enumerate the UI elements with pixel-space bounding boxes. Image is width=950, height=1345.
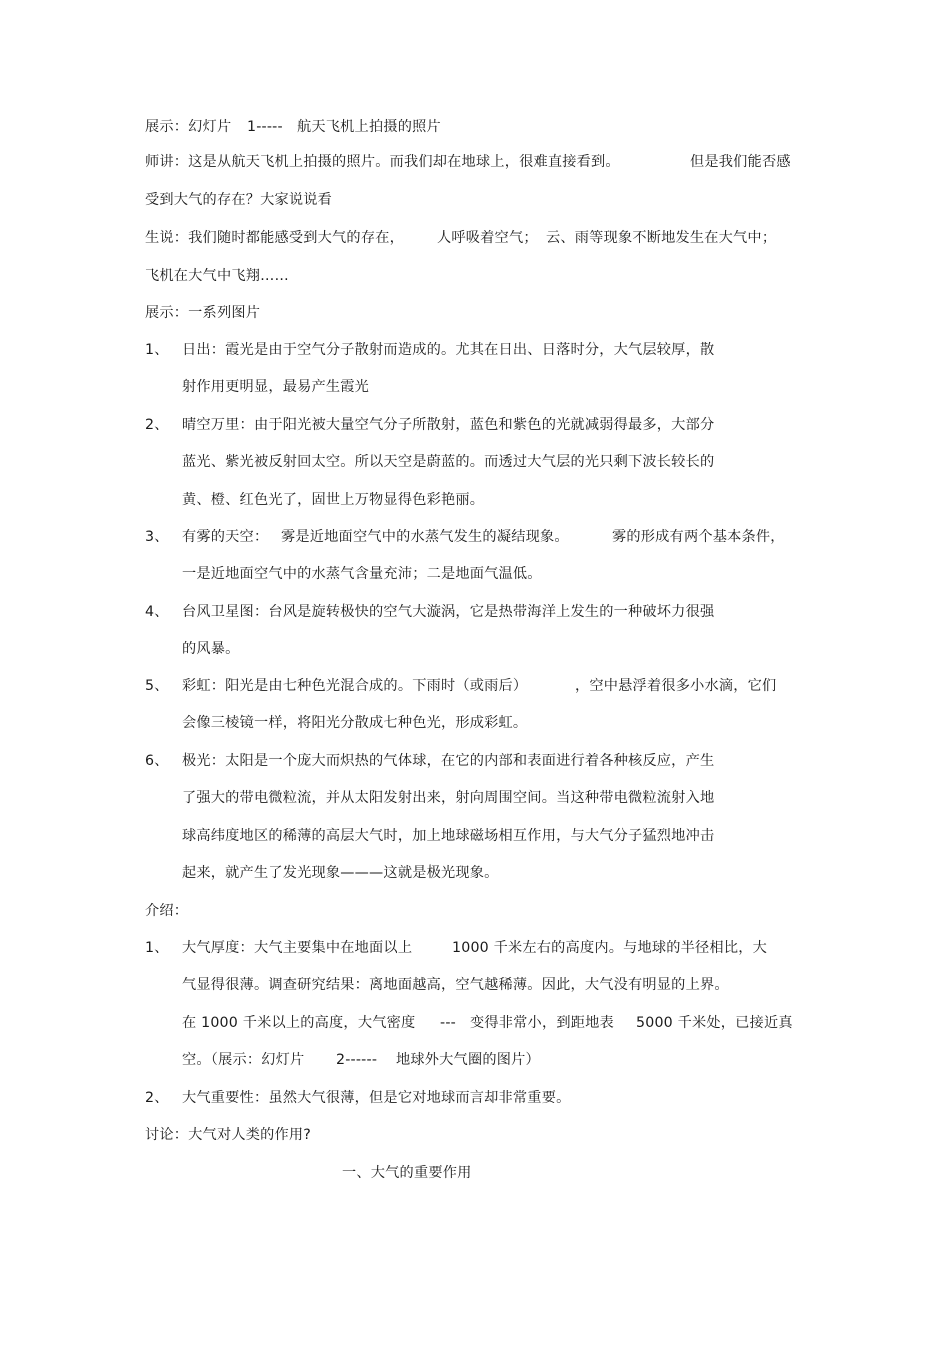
text-segment: 有雾的天空： (182, 529, 269, 545)
text-segment: 展示：幻灯片 (145, 119, 232, 135)
text-segment: 球高纬度地区的稀薄的高层大气时，加上地球磁场相互作用，与大气分子猛烈地冲击 (182, 828, 715, 844)
text-segment: 展示：一系列图片 (145, 305, 261, 321)
text-segment: 6、 (145, 753, 169, 769)
text-segment: ，空中悬浮着很多小水滴，它们 (575, 678, 777, 694)
text-segment: 在 1000 千米以上的高度，大气密度 (182, 1015, 416, 1031)
text-segment: 气显得很薄。调查研究结果：离地面越高，空气越稀薄。因此，大气没有明显的上界。 (182, 977, 729, 993)
text-segment: 1000 千米左右的高度内。与地球的半径相比，大 (452, 940, 767, 956)
text-segment: 的风暴。 (182, 641, 240, 657)
text-segment: 2、 (145, 417, 169, 433)
text-segment: 起来，就产生了发光现象———这就是极光现象。 (182, 865, 499, 881)
text-segment: --- (440, 1015, 456, 1031)
text-segment: 3、 (145, 529, 169, 545)
text-segment: 介绍： (145, 903, 189, 919)
text-segment: 了强大的带电微粒流，并从太阳发射出来，射向周围空间。当这种带电微粒流射入地 (182, 790, 715, 806)
text-segment: 晴空万里：由于阳光被大量空气分子所散射，蓝色和紫色的光就减弱得最多，大部分 (182, 417, 715, 433)
text-segment: 雾是近地面空气中的水蒸气发生的凝结现象。 (281, 529, 569, 545)
text-segment: 讨论：大气对人类的作用? (145, 1127, 311, 1143)
text-segment: 2、 (145, 1090, 169, 1106)
text-segment: 大气重要性：虽然大气很薄，但是它对地球而言却非常重要。 (182, 1090, 571, 1106)
text-segment: 会像三棱镜一样，将阳光分散成七种色光，形成彩虹。 (182, 715, 528, 731)
text-segment: 云、雨等现象不断地发生在大气中； (546, 230, 777, 246)
text-segment: 受到大气的存在？大家说说看 (145, 192, 333, 208)
text-segment: 蓝光、紫光被反射回太空。所以天空是蔚蓝的。而透过大气层的光只剩下波长较长的 (182, 454, 715, 470)
text-segment: 地球外大气圈的图片） (396, 1052, 540, 1068)
text-segment: 一是近地面空气中的水蒸气含量充沛；二是地面气温低。 (182, 566, 542, 582)
text-segment: 变得非常小，到距地表 (470, 1015, 614, 1031)
text-segment: 生说：我们随时都能感受到大气的存在， (145, 230, 404, 246)
text-segment: 1、 (145, 940, 169, 956)
text-segment: 一、大气的重要作用 (342, 1165, 472, 1181)
text-segment: 黄、橙、红色光了，固世上万物显得色彩艳丽。 (182, 492, 485, 508)
text-segment: 空。（展示：幻灯片 (182, 1052, 305, 1068)
text-segment: 5000 千米处，已接近真 (636, 1015, 793, 1031)
text-segment: 但是我们能否感 (690, 154, 791, 170)
text-segment: 彩虹：阳光是由七种色光混合成的。下雨时（或雨后） (182, 678, 528, 694)
text-segment: 师讲：这是从航天飞机上拍摄的照片。而我们却在地球上，很难直接看到。 (145, 154, 620, 170)
text-segment: 1----- (247, 119, 283, 135)
text-segment: 航天飞机上拍摄的照片 (297, 119, 441, 135)
text-segment: 1、 (145, 342, 169, 358)
text-segment: 极光：太阳是一个庞大而炽热的气体球，在它的内部和表面进行着各种核反应，产生 (182, 753, 715, 769)
text-segment: 5、 (145, 678, 169, 694)
text-segment: 日出：霞光是由于空气分子散射而造成的。尤其在日出、日落时分，大气层较厚，散 (182, 342, 715, 358)
text-segment: 2------ (336, 1052, 378, 1068)
text-segment: 人呼吸着空气； (437, 230, 538, 246)
text-segment: 飞机在大气中飞翔…… (145, 268, 289, 284)
text-segment: 射作用更明显，最易产生霞光 (182, 379, 370, 395)
text-segment: 大气厚度：大气主要集中在地面以上 (182, 940, 413, 956)
text-segment: 台风卫星图：台风是旋转极快的空气大漩涡，它是热带海洋上发生的一种破坏力很强 (182, 604, 715, 620)
text-segment: 雾的形成有两个基本条件， (612, 529, 785, 545)
text-segment: 4、 (145, 604, 169, 620)
